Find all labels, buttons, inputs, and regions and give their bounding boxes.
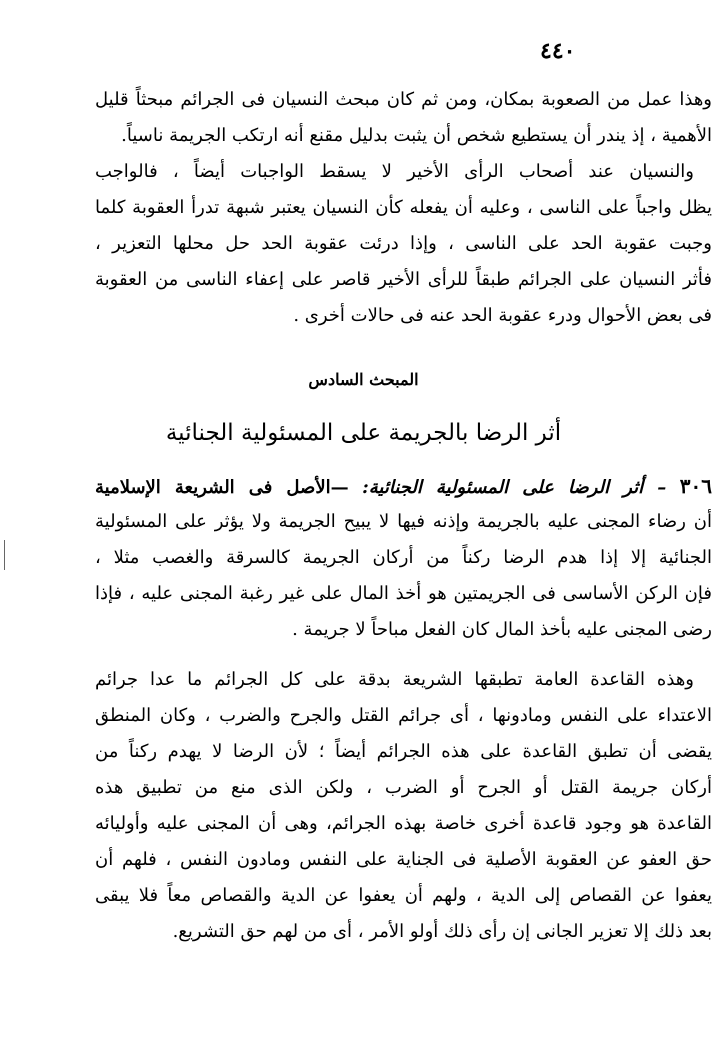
- paragraph-3: [95, 468, 712, 648]
- paragraph-number: ٣٠٦: [679, 474, 712, 498]
- text-line: فأثر النسيان على الجرائم طبقاً للرأى الأخير قاصر على إعفاء الناسى من العقوبة: [95, 269, 712, 290]
- page-number: ٤٤٠: [540, 38, 576, 64]
- text-line: فإن الركن الأساسى فى الجريمتين هو أخذ المال على غير رغبة المجنى عليه ، فإذا: [95, 583, 712, 604]
- text-line: وهذا عمل من الصعوبة بمكان، ومن ثم كان مبحث النسيان فى الجرائم مبحثاً قليل: [95, 89, 712, 110]
- text-line: الاعتداء على النفس ومادونها ، أى جرائم القتل والجرح والضرب ، وكان المنطق: [95, 705, 712, 726]
- paragraph-lead: —الأصل فى الشريعة الإسلامية: [95, 477, 349, 498]
- paragraph-heading: – أثر الرضا على المسئولية الجنائية:: [362, 477, 667, 498]
- text-line: أن رضاء المجنى عليه بالجريمة وإذنه فيها لا يبيح الجريمة ولا يؤثر على المسئولية: [95, 511, 712, 532]
- text-line: رضى المجنى عليه بأخذ المال كان الفعل مباحاً لا جريمة .: [292, 619, 712, 640]
- text-line: يعفوا عن القصاص إلى الدية ، ولهم أن يعفوا عن الدية والقصاص معاً فلا يبقى: [95, 885, 712, 906]
- text-line: القاعدة هو وجود قاعدة أخرى خاصة بهذه الجرائم، وهى أن المجنى عليه وأوليائه: [95, 813, 712, 834]
- text-line: وجبت عقوبة الحد على الناسى ، وإذا درئت عقوبة الحد حل محلها التعزير ،: [95, 233, 712, 254]
- paragraph-2: [95, 154, 712, 334]
- text-line: يقضى أن تطبق القاعدة على هذه الجرائم أيضاً ؛ لأن الرضا لا يهدم ركناً من: [95, 741, 712, 762]
- text-line: بعد ذلك إلا تعزير الجانى إن رأى ذلك أولو الأمر ، أى من لهم حق التشريع.: [172, 921, 712, 942]
- paragraph-4: [95, 662, 712, 950]
- text-line: الأهمية ، إذ يندر أن يستطيع شخص أن يثبت بدليل مقنع أنه ارتكب الجريمة ناسياً.: [121, 125, 712, 146]
- text-line: الجنائية إلا إذا هدم الرضا ركناً من أركان الجريمة كالسرقة والغصب مثلا ،: [95, 547, 712, 568]
- text-line: يظل واجباً على الناسى ، وعليه أن يفعله كأن النسيان يعتبر شبهة تدرأ العقوبة كلما: [95, 197, 712, 218]
- text-line: فى بعض الأحوال ودرء عقوبة الحد عنه فى حالات أخرى .: [293, 305, 712, 326]
- paragraph-heading-line: [95, 468, 712, 504]
- paragraph-1: [95, 82, 712, 154]
- margin-mark: [4, 540, 5, 570]
- text-line: والنسيان عند أصحاب الرأى الأخير لا يسقط الواجبات أيضاً ، فالواجب: [95, 161, 694, 182]
- text-line: حق العفو عن العقوبة الأصلية فى الجناية على النفس ومادون النفس ، فلهم أن: [95, 849, 712, 870]
- section-title: أثر الرضا بالجريمة على المسئولية الجنائية: [165, 420, 562, 446]
- text-line: أركان جريمة القتل أو الجرح أو الضرب ، ولكن الذى منع من تطبيق هذه: [95, 777, 712, 798]
- text-line: وهذه القاعدة العامة تطبقها الشريعة بدقة على كل الجرائم ما عدا جرائم: [95, 669, 694, 690]
- section-label: المبحث السادس: [308, 370, 419, 389]
